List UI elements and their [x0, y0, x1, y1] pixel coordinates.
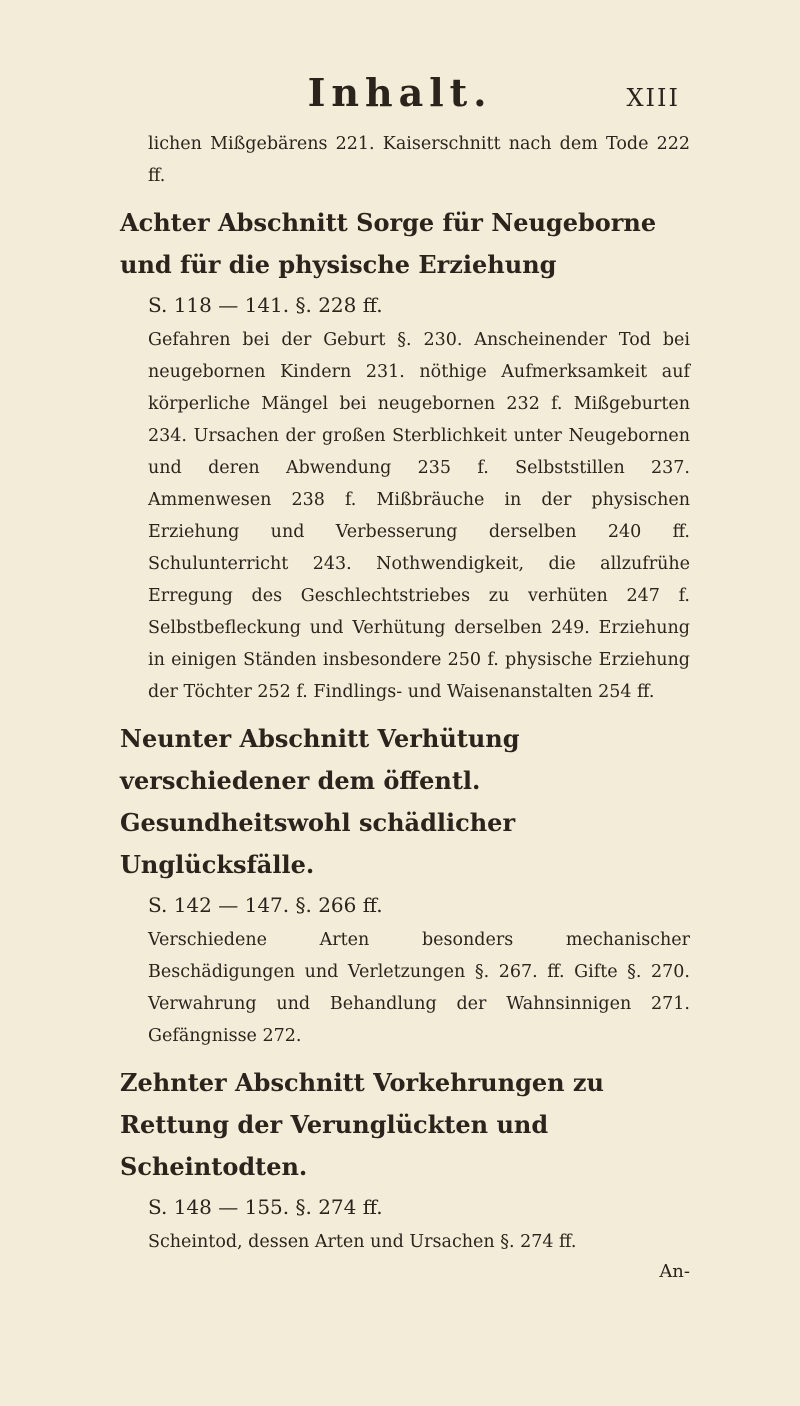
section-9-body: Verschiedene Arten besonders mechanischer Beschädigungen und Verletzungen §. 267. ff. Gifte §. 270. Verwahrung und Behandlung der Wahnsinnigen 271. Gefängnisse 272. — [148, 930, 690, 1046]
page-number: XIII — [626, 84, 680, 112]
running-title: Inhalt. — [307, 70, 493, 115]
section-8 — [120, 202, 690, 708]
section-9-ref: S. 142 — 147. §. 266 ff. — [148, 893, 383, 917]
page-header — [0, 70, 800, 120]
section-10-title: Zehnter Abschnitt Vorkehrungen zu Rettung der Verunglückten und Scheintodten. — [120, 1068, 605, 1181]
catchword: An- — [659, 1261, 690, 1282]
section-9 — [120, 718, 690, 1052]
section-8-title: Achter Abschnitt Sorge für Neugeborne und für die physische Erziehung — [120, 208, 657, 279]
section-10-body: Scheintod, dessen Arten und Ursachen §. 274 ff. — [148, 1232, 577, 1252]
table-of-contents — [120, 128, 690, 1286]
section-10-ref: S. 148 — 155. §. 274 ff. — [148, 1195, 383, 1219]
section-9-title: Neunter Abschnitt Verhütung verschiedener dem öffentl. Gesundheitswohl schädlicher Unglücksfälle. — [120, 724, 520, 879]
section-8-ref: S. 118 — 141. §. 228 ff. — [148, 293, 383, 317]
section-10 — [120, 1062, 690, 1258]
continuation-text: lichen Mißgebärens 221. Kaiserschnitt nach dem Tode 222 ff. — [148, 134, 690, 186]
section-8-body: Gefahren bei der Geburt §. 230. Anscheinender Tod bei neugebornen Kindern 231. nöthige Aufmerksamkeit auf körperliche Mängel bei neugebornen 232 f. Mißgeburten 234. Ursachen der großen Sterblichkeit unter Neugebornen und deren Abwendung 235 f. Selbststillen 237. Ammenwesen 238 f. Mißbräuche in der physischen Erziehung und Verbesserung derselben 240 ff. Schulunterricht 243. Nothwendigkeit, die allzufrühe Erregung des Geschlechtstriebes zu verhüten 247 f. Selbstbefleckung und Verhütung derselben 249. Erziehung in einigen Ständen insbesondere 250 f. physische Erziehung der Töchter 252 f. Findlings- und Waisenanstalten 254 ff. — [148, 330, 690, 702]
